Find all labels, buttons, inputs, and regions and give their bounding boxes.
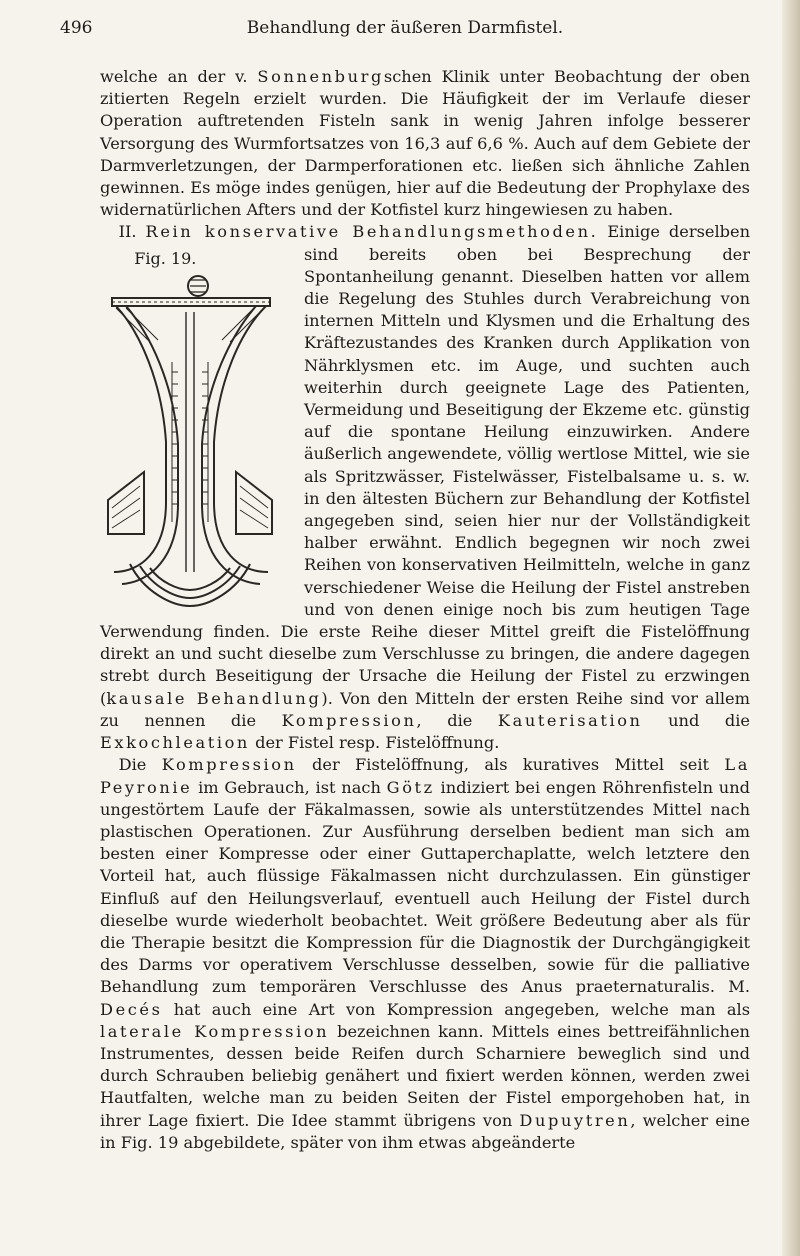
page-number: 496 (60, 18, 93, 38)
text-run: ). Von den Mitteln der ersten Reihe sind vor allem zu nennen die (100, 688, 750, 730)
text-run: schen Klinik unter Beobachtung der oben zitierten Regeln erzielt wurden. Die Häufigkeit der im Verlaufe dieser Operation auftretenden Fisteln sank in wenig Jahren infolge besserer Versorgung des Wurmfortsatzes von 16,3 auf 6,6 %. Auch auf dem Gebiete der Darmverletzungen, der Darmperforationen etc. ließen sich ähnliche Zahlen gewinnen. Es möge indes genügen, hier auf die Bedeutung der Prophylaxe des widernatürlichen Afters und der Kotfistel kurz hingewiesen zu haben. (100, 67, 750, 220)
spaced-term: Kauterisation (497, 710, 643, 730)
spaced-term: Dupuytren (519, 1110, 631, 1130)
spaced-term: Rein konservative Behandlungsmethoden. (145, 222, 599, 242)
text-run: der Fistel resp. Fistelöffnung. (249, 733, 500, 753)
paragraph (100, 754, 750, 1154)
text-run: welche an der v. (100, 67, 258, 86)
spaced-term: Decés (100, 999, 163, 1019)
spaced-term: Sonnenburg (257, 67, 384, 86)
figure-19 (96, 248, 294, 616)
text-run: der Fistelöffnung, als kuratives Mittel seit (296, 755, 725, 775)
text-run: im Gebrauch, ist nach (192, 777, 387, 797)
spaced-term: Kompression (161, 755, 297, 775)
spaced-term: Exkochleation (100, 733, 250, 753)
spaced-term: Kompression (281, 710, 417, 730)
page-edge (782, 0, 800, 1256)
figure-caption: Fig. 19. (134, 248, 197, 268)
paragraph (100, 66, 750, 221)
spaced-term: laterale Kompression (100, 1021, 330, 1041)
text-run: II. (118, 222, 146, 242)
body-text (100, 66, 750, 1154)
running-title: Behandlung der äußeren Darmfistel. (246, 18, 564, 38)
text-run: indiziert bei engen Röhrenfisteln und ungestörtem Laufe der Fäkalmassen, sowie als unterstützendes Mittel nach plastischen Operationen. Zur Ausführung derselben bedient man sich am besten einer Kompresse oder einer Guttaperchaplatte, welch letztere den Vorteil hat, auch flüssige Fäkalmassen nicht durchzulassen. Ein günstiger Einfluß auf den Heilungsverlauf, eventuell auch Heilung der Fistel durch dieselbe wurde wiederholt beobachtet. Weit größere Bedeutung aber als für die Therapie besitzt die Kompression für die Diagnostik der Durchgängigkeit des Darms vor operativem Verschlusse desselben, sowie für die palliative Behandlung zum temporären Verschlusse des Anus praeternaturalis. M. (100, 777, 750, 997)
spaced-term: kausale Behandlung (106, 688, 322, 708)
text-run: , die (416, 710, 498, 730)
text-run: hat auch eine Art von Kompression angegeben, welche man als (162, 999, 750, 1019)
paragraph (100, 221, 750, 754)
spaced-term: Götz (386, 777, 435, 797)
text-run: Einige derselben sind bereits oben bei Besprechung der Spontanheilung genannt. Dieselben hatten vor allem die Regelung des Stuhles durch Verabreichung von internen Mitteln und Klysmen und die Erhaltung des Kräftezustandes des Kranken durch Applikation von Nährklysmen etc. im Auge, und suchten auch weiterhin durch geeignete Lage des Patienten, Vermeidung und Beseitigung der Ekzeme etc. günstig auf die spontane Heilung einzuwirken. Andere äußerlich angewendete, völlig wertlose Mittel, wie sie als Spritzwässer, Fistelwässer, Fistelbalsame u. s. w. in den ältesten Büchern zur Behandlung der Kotfistel angegeben sind, seien hier nur der Vollständigkeit halber erwähnt. Endlich begegnen wir noch zwei Reihen von konservativen Heilmitteln, welche in ganz verschiedener Weise die Heilung der Fistel anstreben und von denen einige noch bis zum heutigen Tage Verwendung finden. Die erste Reihe dieser Mittel greift die Fistelöffnung direkt an und sucht dieselbe zum Verschlusse zu bringen, die andere dagegen strebt durch Beseitigung der Ursache die Heilung der Fistel zu erzwingen ( (100, 222, 750, 708)
running-header (60, 18, 750, 48)
text-run: bezeichnen kann. Mittels eines bettreifähnlichen Instrumentes, dessen beide Reifen durch Scharniere beweglich sind und durch Schrauben beliebig genähert und fixiert werden können, werden zwei Hautfalten, welche man zu beiden Seiten der Fistel emporgehoben hat, in ihrer Lage fixiert. Die Idee stammt übrigens von (100, 1021, 750, 1130)
text-run: Die (118, 755, 162, 775)
text-run: und die (642, 710, 751, 730)
text-run: , welcher eine in Fig. 19 abgebildete, später von ihm etwas abgeänderte (100, 1110, 751, 1152)
compressor-instrument-illustration (100, 272, 280, 612)
spaced-term: La Peyronie (100, 755, 750, 797)
